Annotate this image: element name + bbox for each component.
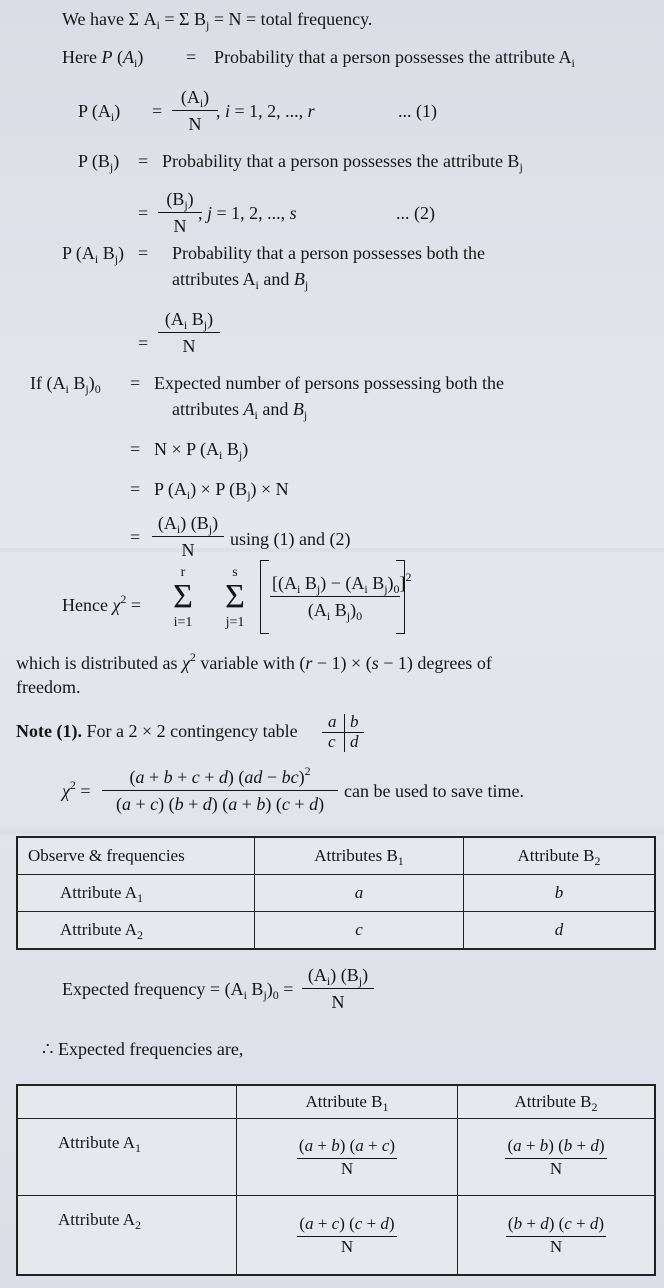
- therefore-line: ∴ Expected frequencies are,: [42, 1039, 244, 1059]
- pa-lhs: P $(A_i)$: [78, 101, 121, 124]
- eq-sign: =: [186, 47, 197, 67]
- if-expected-lhs: If ($A_i$ $B_j)_0$: [30, 373, 101, 396]
- contingency-2x2: [320, 712, 366, 756]
- table-header-cell: [17, 1085, 237, 1119]
- eq-sign: =: [138, 243, 149, 263]
- fraction-aibj-over-n: $\frac{(A_i B_j)}{N}$: [158, 308, 220, 357]
- distributed-line2: freedom.: [16, 677, 81, 697]
- table-cell: Attribute $A_2$: [17, 1196, 237, 1276]
- table-header-cell: Attribute $B_2$: [464, 837, 656, 875]
- table-cell: a: [255, 875, 464, 912]
- table-cell: d: [464, 912, 656, 950]
- fraction-expected: $\frac{(A_i) (B_j)}{N}$: [302, 964, 374, 1013]
- ct-b: b: [350, 712, 359, 731]
- range-j: , j = 1, 2, ..., s: [198, 203, 297, 223]
- hence-chi2: Hence $\chi^2$ =: [62, 592, 142, 615]
- prob-attribute-ai: Probability that a person possesses the attribute $A_i$: [214, 47, 575, 70]
- left-bracket: [260, 560, 269, 634]
- expected-line1: Expected number of persons possessing both the: [154, 373, 504, 393]
- table-row: [17, 1119, 655, 1196]
- eq-sign: =: [130, 373, 141, 393]
- table-cell: Attribute $A_2$: [17, 912, 255, 950]
- chi2-lhs: $\chi^2$ =: [62, 778, 91, 801]
- eq-sign: =: [138, 151, 149, 171]
- fraction-ai-over-n: $\frac{(A_i)}{N}$: [172, 86, 218, 135]
- sum-lower-i1: i=1: [173, 615, 193, 630]
- sum-upper-s: s: [232, 565, 238, 580]
- ct-a: a: [328, 712, 337, 731]
- prob-both-line1: Probability that a person possesses both the: [172, 243, 485, 263]
- expected-frequency-line: Expected frequency = ($A_i$ $B_j)_0$ =: [62, 979, 294, 1002]
- save-time: can be used to save time.: [344, 781, 524, 801]
- observed-frequencies-table: [16, 836, 656, 950]
- table-header-cell: Attributes $B_1$: [255, 837, 464, 875]
- ct-d: d: [350, 732, 359, 751]
- fraction-bj-over-n: $\frac{(B_j)}{N}$: [158, 188, 202, 237]
- distributed-line1: which is distributed as $\chi^2$ variable with (r − 1) × (s − 1) degrees of: [16, 650, 492, 673]
- prob-both-line2: attributes $A_i$ and $B_j$: [172, 269, 309, 292]
- eq-sign: =: [130, 527, 141, 547]
- table-row: [17, 875, 655, 912]
- chi2-shortcut-fraction: $\frac{(a + b + c + d) (ad - bc)^2}{(a + c) (b + d) (a + b) (c + d)}$: [102, 766, 338, 815]
- expected-frequencies-table: [16, 1084, 656, 1276]
- scan-band: [0, 828, 664, 834]
- equation-label-1: ... (1): [398, 101, 437, 121]
- expected-line2: attributes $A_i$ and $B_j$: [172, 399, 308, 422]
- here-pa-lhs: Here P $(A_i)$: [62, 47, 144, 70]
- eq-sign: =: [138, 203, 149, 223]
- table-cell: Attribute $A_1$: [17, 875, 255, 912]
- note-1: Note (1). For a 2 × 2 contingency table: [16, 721, 298, 741]
- table-header-cell: Observe & frequencies: [17, 837, 255, 875]
- sum-upper-r: r: [180, 565, 186, 580]
- table-cell: (a + b) (a + c) N: [237, 1119, 458, 1196]
- table-row: [17, 912, 655, 950]
- table-cell: Attribute $A_1$: [17, 1119, 237, 1196]
- table-header-cell: Attribute $B_2$: [458, 1085, 656, 1119]
- pab-lhs: P ($A_i$ $B_j$): [62, 243, 125, 266]
- right-bracket: [396, 560, 405, 634]
- eq-sign: =: [130, 439, 141, 459]
- pb-lhs: P $(B_j)$: [78, 151, 120, 174]
- eq-sign: =: [138, 333, 149, 353]
- using-1-and-2: using (1) and (2): [230, 529, 351, 549]
- range-i: , i = 1, 2, ..., r: [216, 101, 315, 121]
- table-cell: (a + b) (b + d) N: [458, 1119, 656, 1196]
- sum-symbol-j: Σ: [225, 578, 245, 615]
- sum-lower-j1: j=1: [225, 615, 245, 630]
- fraction-ai-bj-over-n: $\frac{(A_i) (B_j)}{N}$: [152, 512, 224, 561]
- table-cell: c: [255, 912, 464, 950]
- table-header-row: [17, 1085, 655, 1119]
- equation-label-2: ... (2): [396, 203, 435, 223]
- table-header-row: [17, 837, 655, 875]
- table-cell: b: [464, 875, 656, 912]
- pa-pb-n: P $(A_i) \times P$ $(B_j) \times N$: [154, 479, 289, 502]
- total-frequency-line: We have Σ $A_i = \Sigma$ $B_j = N$ = total frequency.: [62, 9, 373, 32]
- table-row: [17, 1196, 655, 1276]
- eq-sign: =: [152, 101, 163, 121]
- ct-c: c: [328, 732, 336, 751]
- eq-sign: =: [130, 479, 141, 499]
- chi-square-fraction: $\frac{[(A_i B_j) - (A_i B_j)_0]^2}{(A_i B_j)_0}$: [272, 570, 412, 623]
- table-cell: (a + c) (c + d) N: [237, 1196, 458, 1276]
- table-header-cell: Attribute $B_1$: [237, 1085, 458, 1119]
- prob-attribute-bj: Probability that a person possesses the attribute $B_j$: [162, 151, 523, 174]
- table-cell: (b + d) (c + d) N: [458, 1196, 656, 1276]
- n-times-p: N × P ($A_i$ $B_j$): [154, 439, 249, 462]
- sum-symbol-i: Σ: [173, 578, 193, 615]
